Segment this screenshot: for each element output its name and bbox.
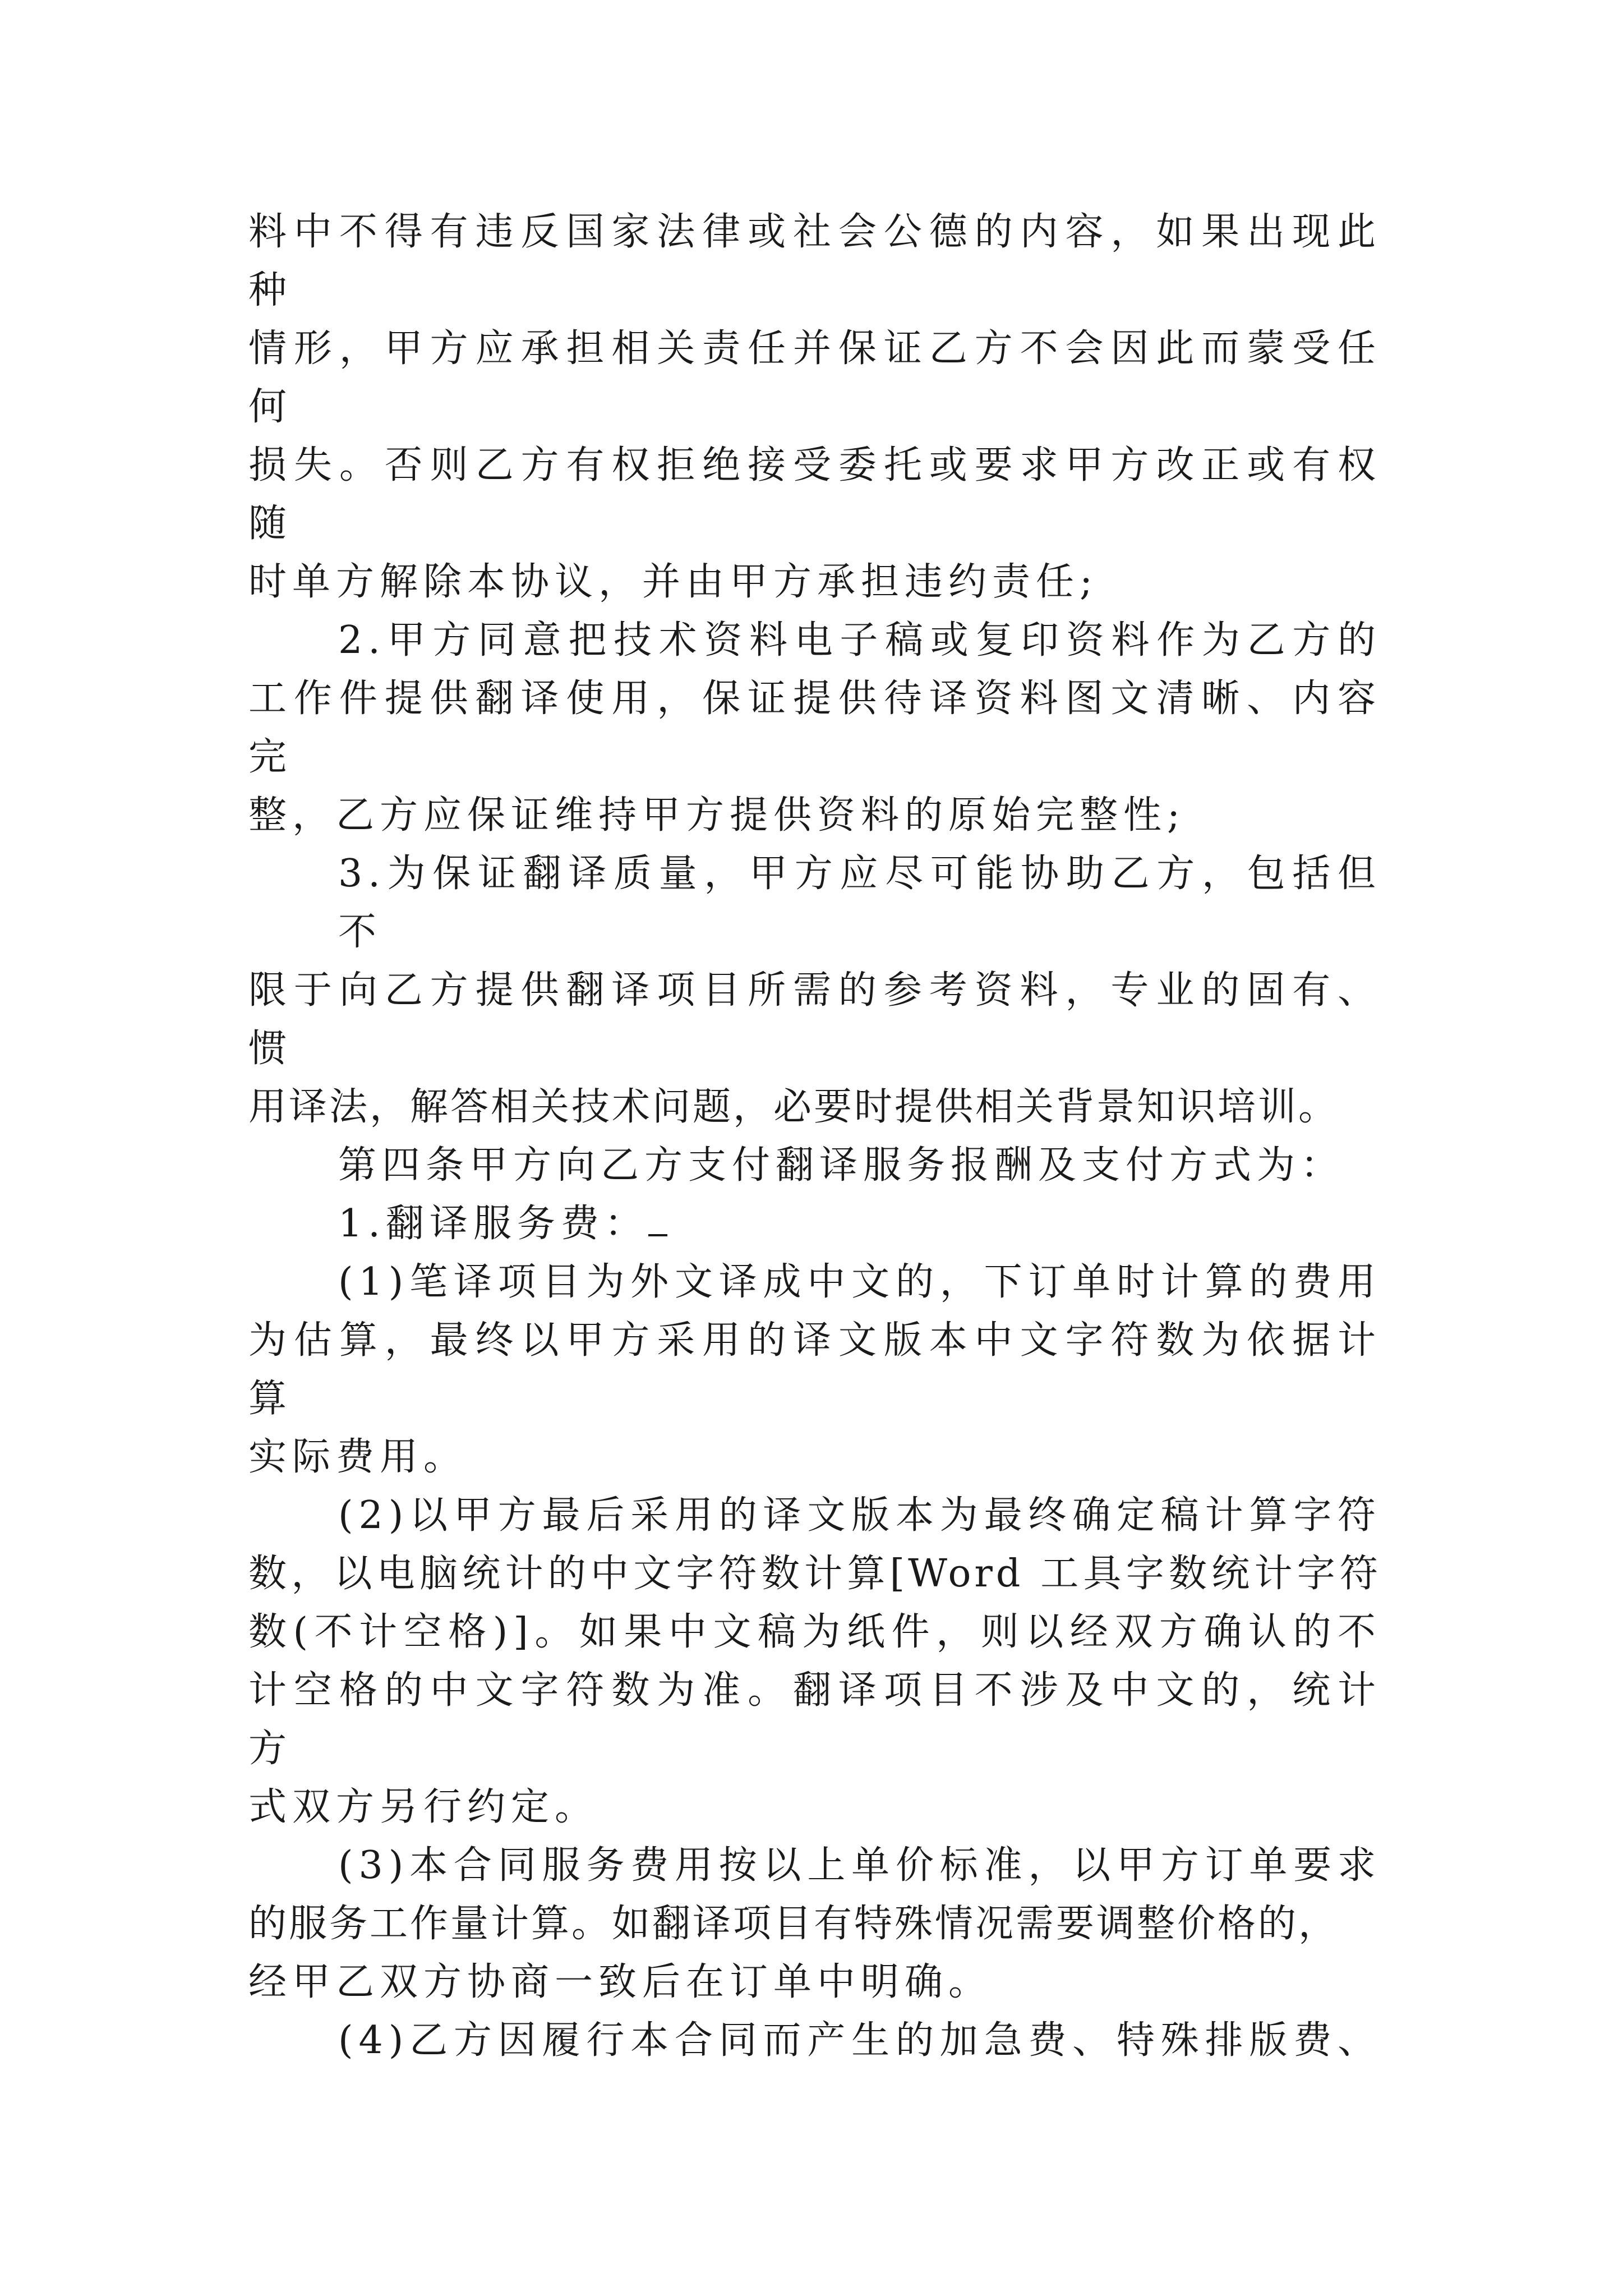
text-line: 料中不得有违反国家法律或社会公德的内容，如果出现此种 [248,210,1381,312]
text-line: 3.为保证翻译质量，甲方应尽可能协助乙方，包括但不 [338,852,1381,954]
text-line: 用译法，解答相关技术问题，必要时提供相关背景知识培训。 [248,1085,1339,1129]
text-line: 第四条甲方向乙方支付翻译服务报酬及支付方式为： [338,1143,1345,1188]
text-line [248,1195,1381,1253]
text-line: 实际费用。 [248,1435,468,1479]
paragraph-content-requirements [248,203,1381,611]
text-line: 数(不计空格)]。如果中文稿为纸件，则以经双方确认的不 [248,1610,1381,1654]
fee-label: 1.翻译服务费： [338,1202,648,1246]
paragraph-clause-3 [248,845,1381,1137]
text-line: 整，乙方应保证维持甲方提供资料的原始完整性; [248,793,1186,838]
fee-blank [648,1202,667,1236]
paragraph-article-4-heading [248,1137,1381,1195]
text-line: 数，以电脑统计的中文字符数计算[Word 工具字数统计字符 [248,1552,1381,1596]
document-body [248,203,1381,2070]
paragraph-fee-item-1 [248,1253,1381,1487]
text-line: 的服务工作量计算。如翻译项目有特殊情况需要调整价格的， [248,1902,1339,1946]
text-line: (3)本合同服务费用按以上单价标准，以甲方订单要求 [338,1843,1381,1888]
text-line: 时单方解除本协议，并由甲方承担违约责任; [248,560,1098,604]
text-line: 损失。否则乙方有权拒绝接受委托或要求甲方改正或有权随 [248,443,1381,546]
paragraph-translation-fee [248,1195,1381,1253]
paragraph-fee-item-4 [248,2012,1381,2070]
text-line: 情形，甲方应承担相关责任并保证乙方不会因此而蒙受任何 [248,326,1381,429]
text-line: 工作件提供翻译使用，保证提供待译资料图文清晰、内容完 [248,677,1381,779]
text-line: (1)笔译项目为外文译成中文的，下订单时计算的费用 [338,1260,1381,1304]
paragraph-clause-2 [248,611,1381,845]
paragraph-fee-item-2 [248,1487,1381,1837]
text-line: (4)乙方因履行本合同而产生的加急费、特殊排版费、 [338,2018,1381,2063]
text-line: 2.甲方同意把技术资料电子稿或复印资料作为乙方的 [338,618,1381,662]
text-line: 式双方另行约定。 [248,1785,599,1829]
text-line: 为估算，最终以甲方采用的译文版本中文字符数为依据计算 [248,1318,1381,1421]
text-line: 经甲乙双方协商一致后在订单中明确。 [248,1960,993,2004]
text-line: 计空格的中文字符数为准。翻译项目不涉及中文的，统计方 [248,1668,1381,1771]
text-line: (2)以甲方最后采用的译文版本为最终确定稿计算字符 [338,1493,1381,1538]
paragraph-fee-item-3 [248,1837,1381,2012]
text-line: 限于向乙方提供翻译项目所需的参考资料，专业的固有、惯 [248,968,1381,1071]
